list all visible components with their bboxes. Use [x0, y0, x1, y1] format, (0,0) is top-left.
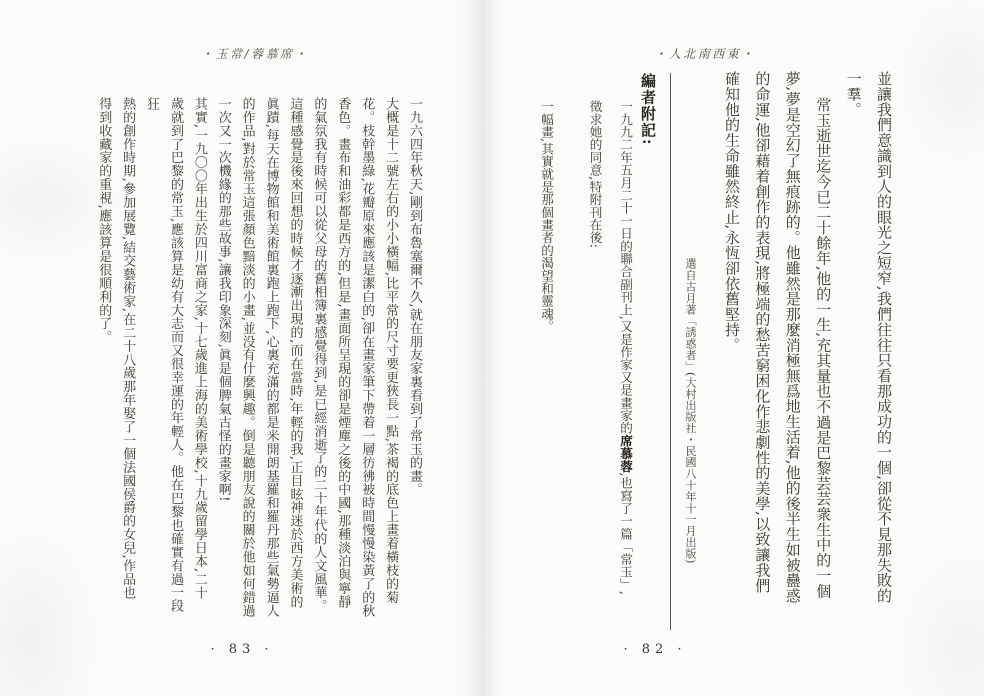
- text-column: 徵求她的同意,特附刊在後:: [587, 100, 603, 249]
- text-column: 大概是十二號左右的小小橫幅,比平常的尺寸要更狹長一點,茶褐的底色上畫着橫枝的菊: [383, 97, 399, 604]
- text-column: 眞蹟,每天在博物館和美術館裏跑上跑下,心裏充滿的都是米開朗基羅和羅丹那些氣勢逼人: [263, 97, 279, 618]
- page-number-82: · 82 ·: [623, 642, 687, 657]
- text-column: 夢,夢是空幻了無痕跡的。他雖然是那麼消極無爲地生活着,他的後半生如被蠱惑: [783, 71, 802, 604]
- note-line1-post: ,也寫了一篇「常玉」,: [618, 472, 633, 595]
- text-column: 香色。畫布和油彩都是西方的,但是,畫面所呈現的卻是煙塵之後的中國,那種淡泊與寧靜: [335, 97, 351, 609]
- text-column: 的氣氛我有時候可以從父母的舊相簿裏感覺得到,是已經消逝了的二十年代的人文風華。: [311, 97, 327, 613]
- text-column: 並讓我們意識到人的眼光之短窄,我們往往只看那成功的一個,卻從不見那失敗的: [875, 71, 893, 604]
- text-column: 的作品,對於常玉這張顏色黯淡的小畫,並没有什麼興趣。倒是聽朋友說的關於他如何錯過: [239, 97, 255, 618]
- text-column: 得到收藏家的重視,應該算是很順利的了。: [96, 97, 112, 344]
- text-column: 的命運,他卻藉着創作的表現,將極端的愁苦窮困化作悲劇性的美學,以致讓我們: [753, 71, 772, 593]
- text-column: 這種感覺是後來回想的時候才逐漸出現的,而在當時,年輕的我,正目眩神迷於西方美術的: [287, 97, 303, 609]
- left-page-body: [91, 97, 426, 624]
- note-line1-pre: 一九九二年五月二十一日的聯合副刊上,又是作家又是畫家的: [618, 100, 633, 435]
- editor-note-heading: 編者附記:: [639, 73, 657, 147]
- running-head-right: ・人北南西東・: [654, 47, 756, 61]
- page-83: [8, 6, 492, 690]
- text-column: 一羣。: [844, 71, 863, 118]
- text-column: 熱的創作時期,參加展覽,結交藝術家,在二十八歲那年娶了一個法國侯爵的女兒,作品也: [120, 97, 136, 600]
- page-gutter-shadow: [452, 0, 506, 696]
- page-82: [497, 6, 975, 690]
- text-column: 常玉逝世迄今已二十餘年,他的一生,充其量也不過是巴黎芸芸衆生中的一個: [814, 97, 833, 599]
- text-column: 歲就到了巴黎的常玉,應該算是幼有大志而又很幸運的年輕人。他在巴黎也確實有過一段狂: [144, 97, 183, 613]
- source-citation: 選自古月著「誘惑者」(大村出版社・民國八十年十一月出版): [684, 258, 697, 564]
- right-page-article: [717, 71, 899, 626]
- editor-note-body: [579, 100, 640, 626]
- essay-opening-line: 一幅畫,其實就是那個畫者的渴望和靈魂。: [539, 100, 554, 333]
- section-divider-rule: [670, 73, 671, 630]
- text-column: 一九六四年秋天,剛到布魯塞爾不久,就在朋友家裏看到了常玉的畫。: [407, 97, 422, 497]
- text-column: [610, 100, 641, 626]
- text-column: 一次又一次機緣的那些故事,讓我印象深刻,眞是個脾氣古怪的畫家啊!: [215, 97, 231, 502]
- author-name-bold: 席慕蓉: [618, 434, 633, 473]
- text-column: 花。枝幹墨綠,花瓣原來應該是潔白的,卻在畫家筆下帶着一層彷彿被時間慢慢染黃了的秋: [359, 97, 375, 618]
- text-column: 其實,一九〇〇年出生於四川富商之家,十七歲進上海的美術學校,十九歲留學日本,二十: [191, 97, 207, 600]
- page-number-83: · 83 ·: [210, 642, 274, 657]
- text-column: 確知他的生命雖然終止,永恆卻依舊堅持。: [722, 71, 741, 353]
- running-head-left: ・玉常/蓉慕席・: [200, 47, 310, 61]
